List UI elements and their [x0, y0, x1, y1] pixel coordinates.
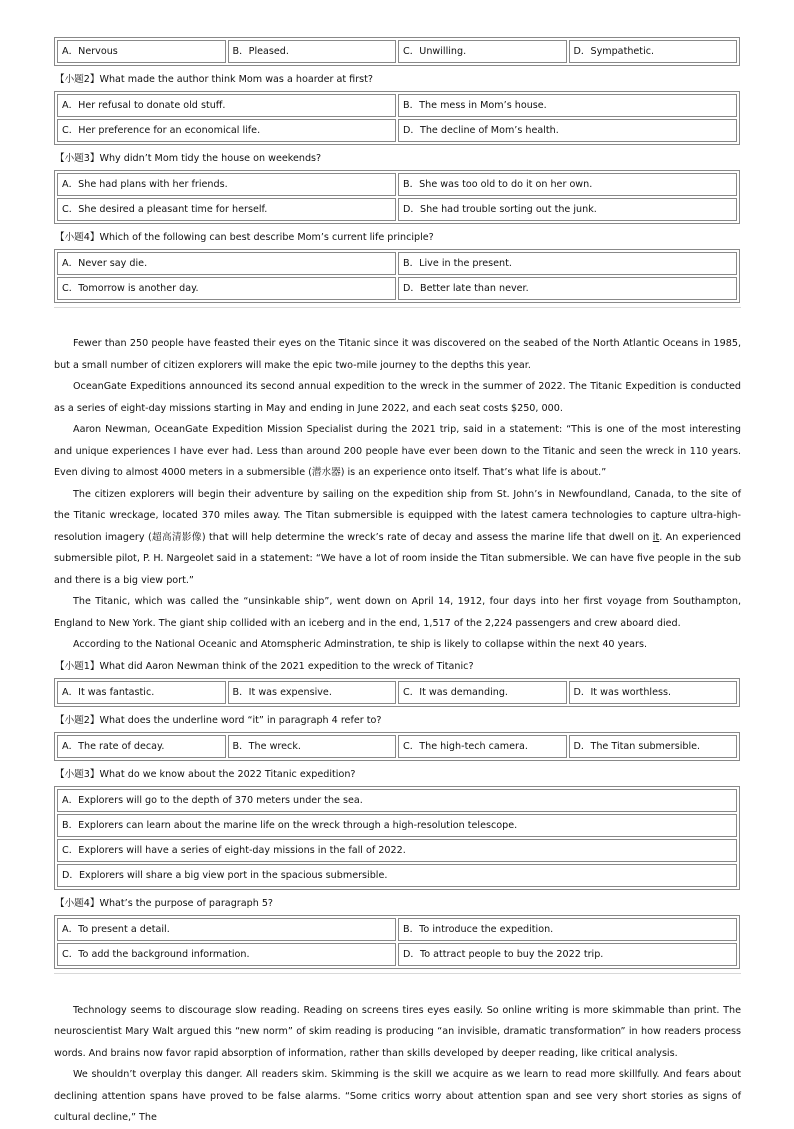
option-c[interactable]: C．To add the background information.: [57, 943, 396, 966]
option-b[interactable]: B．Pleased.: [228, 40, 397, 63]
paragraph-2: OceanGate Expeditions announced its second annual expedition to the wreck in the summer of 2022. The Titanic Expedition is conducted as a series of eight-day missions starting in May and ending in June 2022, and each seat costs $250, 000.: [54, 381, 741, 414]
question-stem: 【小题2】What does the underline word “it” in paragraph 4 refer to?: [55, 714, 382, 726]
option-b[interactable]: B．The mess in Mom’s house.: [398, 94, 737, 117]
option-c[interactable]: C．She desired a pleasant time for herself.: [57, 198, 396, 221]
option-d[interactable]: D．Better late than never.: [398, 277, 737, 300]
option-b[interactable]: B．The wreck.: [228, 735, 397, 758]
option-a[interactable]: A．Nervous: [57, 40, 226, 63]
option-b[interactable]: B．To introduce the expedition.: [398, 918, 737, 941]
option-a[interactable]: A．Explorers will go to the depth of 370 meters under the sea.: [57, 789, 737, 812]
paragraph-2: We shouldn’t overplay this danger. All readers skim. Skimming is the skill we acquire as we learn to read more skillfully. And fears about declining attention spans have proved to be false alarms. “Some critics worry about attention span and see very short stories as signs of cultural decline,” The: [54, 1069, 741, 1123]
options-table-part2-q4: [54, 915, 740, 969]
paragraph-3: Aaron Newman, OceanGate Expedition Mission Specialist during the 2021 trip, said in a statement: “This is one of the most interesting and unique experiences I have ever had. Less than around 200 people have ever been down to the Titanic and seen the wreck in 110 years. Even diving to almost 4000 meters in a submersible (潜水器) is an experience onto itself. That’s what life is about.”: [54, 424, 741, 478]
options-table-part1-q3: [54, 170, 740, 224]
option-d[interactable]: D．The Titan submersible.: [569, 735, 738, 758]
option-d[interactable]: D．Sympathetic.: [569, 40, 738, 63]
question-stem: 【小题2】What made the author think Mom was a hoarder at first?: [55, 74, 374, 85]
option-b[interactable]: B．It was expensive.: [228, 681, 397, 704]
option-a[interactable]: A．Her refusal to donate old stuff.: [57, 94, 396, 117]
option-b[interactable]: B．She was too old to do it on her own.: [398, 173, 737, 196]
option-d[interactable]: D．She had trouble sorting out the junk.: [398, 198, 737, 221]
options-table-part1-q2: [54, 91, 740, 145]
option-a[interactable]: A．Never say die.: [57, 252, 396, 275]
paragraph-6: According to the National Oceanic and Atomspheric Adminstration, te ship is likely to collapse within the next 40 years.: [73, 639, 648, 650]
question-stem: 【小题4】What’s the purpose of paragraph 5?: [55, 897, 274, 909]
option-d[interactable]: D．It was worthless.: [569, 681, 738, 704]
option-c[interactable]: C．Tomorrow is another day.: [57, 277, 396, 300]
option-c[interactable]: C．Her preference for an economical life.: [57, 119, 396, 142]
paragraph-1: Fewer than 250 people have feasted their eyes on the Titanic since it was discovered on the seabed of the North Atlantic Oceans in 1985, but a small number of citizen explorers will make the epic two-mile journey to the depths this year.: [54, 338, 741, 371]
question-stem: 【小题3】What do we know about the 2022 Titanic expedition?: [55, 768, 356, 780]
paragraph-1: Technology seems to discourage slow reading. Reading on screens tires eyes easily. So online writing is more skimmable than print. The neuroscientist Mary Walt argued this “new norm” of skim reading is producing “an invisible, dramatic transformation” in how readers process words. And brains now favor rapid absorption of information, rather than skills developed by deeper reading, like critical analysis.: [54, 1004, 741, 1059]
question-stem: 【小题4】Which of the following can best describe Mom’s current life principle?: [55, 232, 434, 243]
option-b[interactable]: B．Explorers can learn about the marine life on the wreck through a high-resolution telescope.: [57, 814, 737, 837]
option-c[interactable]: C．Explorers will have a series of eight-day missions in the fall of 2022.: [57, 839, 737, 862]
options-table-part2-q3: [54, 786, 740, 890]
option-b[interactable]: B．Live in the present.: [398, 252, 737, 275]
paragraph-4-text-a: The citizen explorers will begin their adventure by sailing on the expedition ship from St. John’s in Newfoundland, Canada, to the site of the Titanic wreckage, located 370 miles away. The Titan submersible is equipped with the latest camera technologies to capture ultra-high-resolution imagery (超高清影像) that will help determine the wreck’s rate of decay and assess the marine life that dwell on: [54, 488, 741, 543]
option-a[interactable]: A．The rate of decay.: [57, 735, 226, 758]
question-stem: 【小题1】What did Aaron Newman think of the 2021 expedition to the wreck of Titanic?: [55, 660, 474, 672]
option-d[interactable]: D．Explorers will share a big view port in the spacious submersible.: [57, 864, 737, 887]
option-a[interactable]: A．She had plans with her friends.: [57, 173, 396, 196]
option-d[interactable]: D．The decline of Mom’s health.: [398, 119, 737, 142]
passage-titanic: [54, 308, 741, 656]
option-a[interactable]: A．To present a detail.: [57, 918, 396, 941]
paragraph-4: [54, 484, 741, 592]
options-table-part1-q1: [54, 37, 740, 66]
option-c[interactable]: C．The high-tech camera.: [398, 735, 567, 758]
options-table-part2-q2: [54, 732, 740, 761]
paragraph-5: The Titanic, which was called the “unsinkable ship”, went down on April 14, 1912, four days into her first voyage from Southampton, England to New York. The giant ship collided with an iceberg and in the end, 1,517 of the 2,224 passengers and crew aboard died.: [54, 596, 741, 629]
passage-reading: [54, 974, 741, 1129]
paragraph-4-text-b: . An experienced submersible pilot, P. H. Nargeolet said in a statement: “We have a lot of room inside the Titan submersible. We can have five people in the sub and there is a big view port.”: [54, 531, 742, 586]
option-a[interactable]: A．It was fantastic.: [57, 681, 226, 704]
document-page: [54, 37, 741, 1129]
options-table-part1-q4: [54, 249, 740, 303]
option-c[interactable]: C．It was demanding.: [398, 681, 567, 704]
question-stem: 【小题3】Why didn’t Mom tidy the house on weekends?: [55, 153, 322, 164]
option-c[interactable]: C．Unwilling.: [398, 40, 567, 63]
option-d[interactable]: D．To attract people to buy the 2022 trip.: [398, 943, 737, 966]
underlined-word: it: [652, 531, 660, 543]
options-table-part2-q1: [54, 678, 740, 707]
